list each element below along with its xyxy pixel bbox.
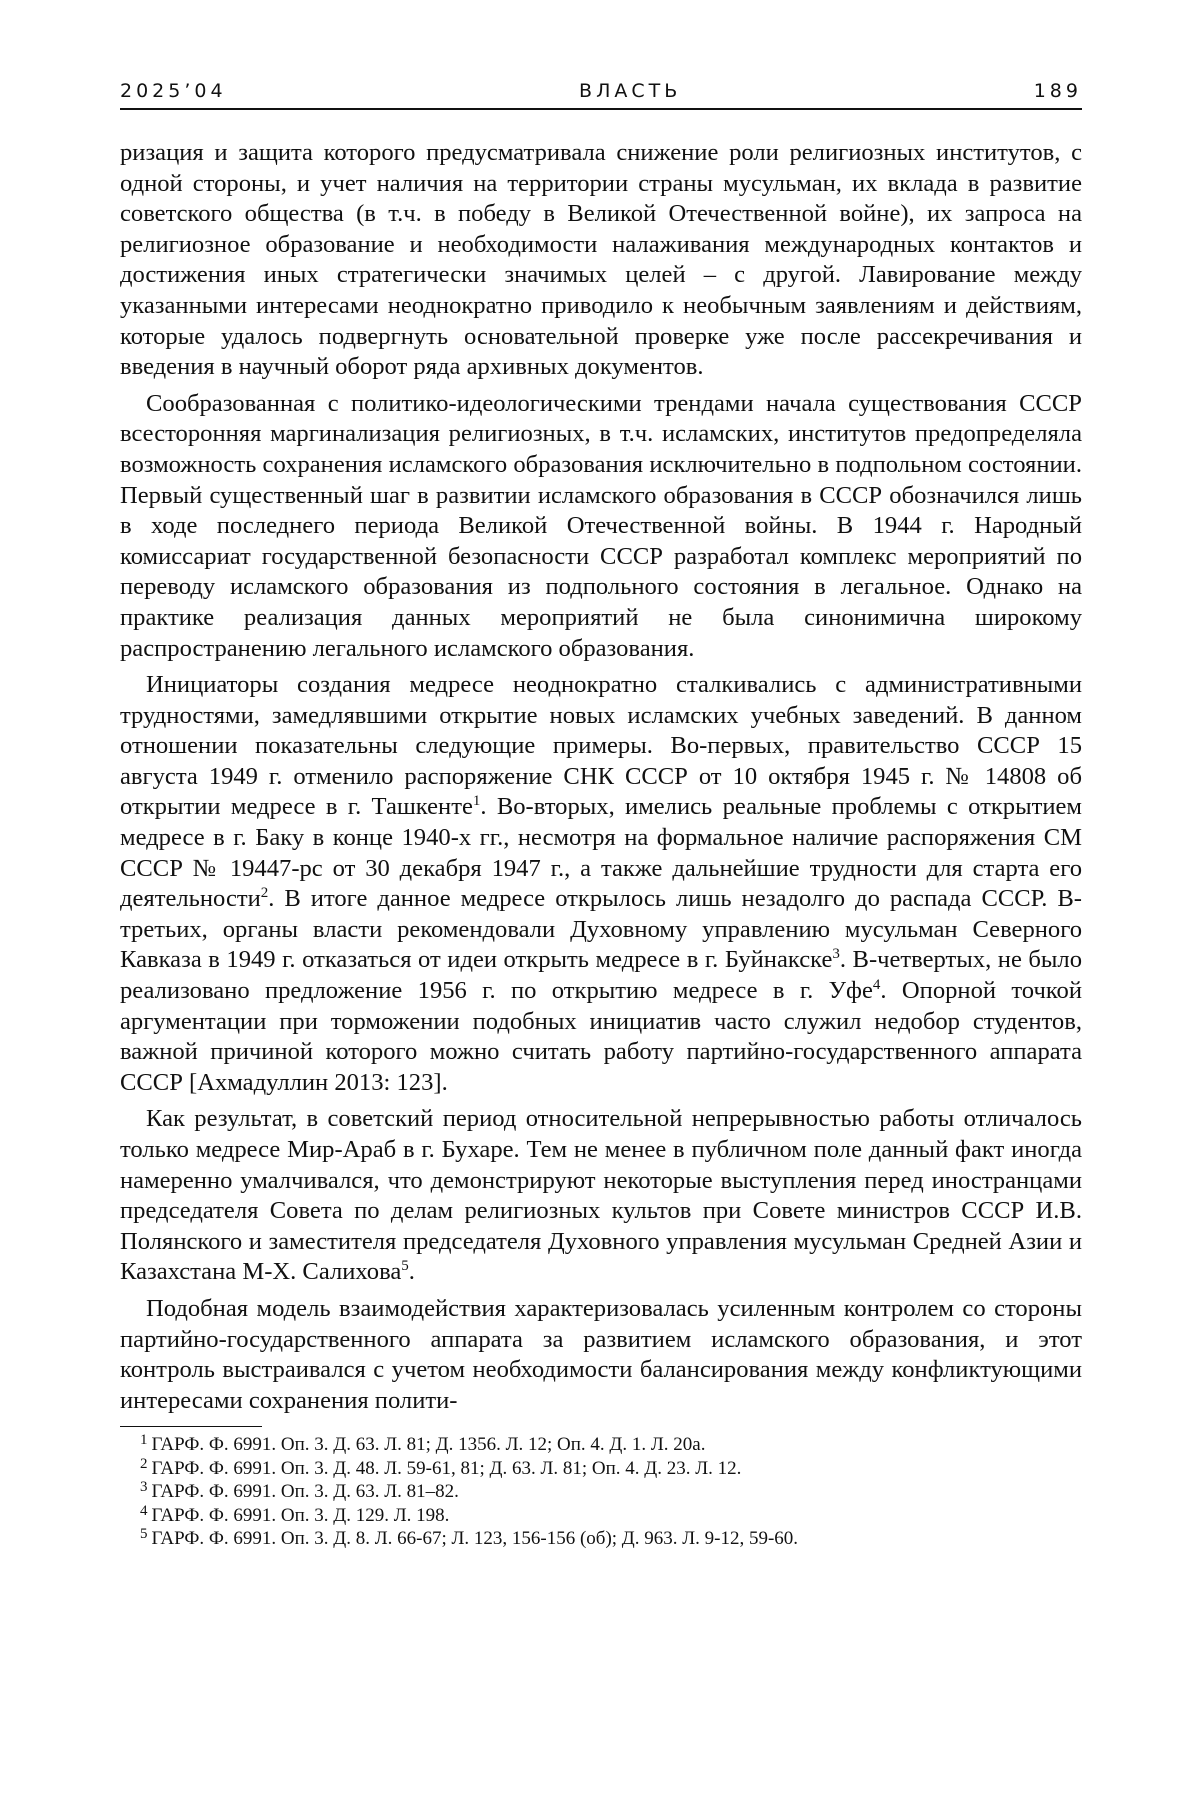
- page-number: 189: [1033, 80, 1082, 102]
- body-paragraph: [120, 138, 1082, 383]
- footnote-number: 1: [140, 1432, 148, 1449]
- journal-title: ВЛАСТЬ: [579, 80, 682, 102]
- paragraph-text: . Опорной точкой аргументации при торможении подобных инициатив часто служил недобор студентов, важной причиной которого можно считать работу партийно-государственного аппарата СССР [Ахмадуллин 2013: 123].: [120, 977, 1082, 1096]
- paragraph-text: . Во-вторых, имелись реальные проблемы с открытием медресе в г. Баку в конце 1940-х гг., несмотря на формальное наличие распоряжения СМ СССР № 19447-рс от 30 декабря 1947 г., а также дальнейшие трудности для старта его деятельности: [120, 793, 1082, 913]
- running-header: [120, 80, 1082, 110]
- footnote-reference[interactable]: 2: [260, 885, 269, 902]
- footnote-number: 3: [140, 1479, 148, 1496]
- footnote-reference[interactable]: 5: [401, 1258, 409, 1275]
- footnote-number: 5: [140, 1526, 148, 1543]
- paragraph-text: Как результат, в советский период относительной непрерывностью работы отличалось только медресе Мир-Араб в г. Бухаре. Тем не менее в публичном поле данный факт иногда намеренно умалчивался, что демонстрируют некоторые выступления перед иностранцами председателя Совета по делам религиозных культов при Совете министров СССР И.В. Полянского и заместителя председателя Духовного управления мусульман Средней Азии и Казахстана М-Х. Салихова: [120, 1105, 1082, 1286]
- footnote-item: [120, 1480, 1082, 1504]
- footnote-text: ГАРФ. Ф. 6991. Оп. 3. Д. 48. Л. 59-61, 81; Д. 63. Л. 81; Оп. 4. Д. 23. Л. 12.: [151, 1457, 742, 1479]
- body-paragraph: [120, 389, 1082, 664]
- footnote-reference[interactable]: 1: [472, 793, 481, 810]
- footnote-text: ГАРФ. Ф. 6991. Оп. 3. Д. 63. Л. 81–82.: [151, 1481, 459, 1503]
- paragraph-text: ризация и защита которого предусматривала снижение роли религиозных институтов, с одной стороны, и учет наличия на территории страны мусульман, их вклада в развитие советского общества (в т.ч. в победу в Великой Отечественной войне), их запроса на религиозное образование и необходимости налаживания международных контактов и достижения иных стратегически значимых целей – с другой. Лавирование между указанными интересами неоднократно приводило к необычным заявлениям и действиям, которые удалось подвергнуть основательной проверке уже после рассекречивания и введения в научный оборот ряда архивных документов.: [120, 139, 1082, 381]
- footnote-text: ГАРФ. Ф. 6991. Оп. 3. Д. 129. Л. 198.: [151, 1504, 450, 1526]
- footnote-reference[interactable]: 3: [832, 946, 840, 963]
- footnotes: [120, 1433, 1082, 1551]
- paragraph-text: Подобная модель взаимодействия характеризовалась усиленным контролем со стороны партийно-государственного аппарата за развитием исламского образования, и этот контроль выстраивался с учетом необходимости балансирования между конфликтующими интересами сохранения полити-: [120, 1294, 1082, 1414]
- body-paragraph: [120, 1104, 1082, 1288]
- footnote-item: [120, 1433, 1082, 1457]
- paragraph-text: . В-четвертых, не было реализовано предложение 1956 г. по открытию медресе в г. Уфе: [120, 946, 1082, 1005]
- paragraph-text: Инициаторы создания медресе неоднократно сталкивались с административными трудностями, замедлявшими открытие новых исламских учебных заведений. В данном отношении показательны следующие примеры. Во-первых, правительство СССР 15 августа 1949 г. отменило распоряжение СНК СССР от 10 октября 1945 г. № 14808 об открытии медресе в г. Ташкенте: [120, 671, 1082, 821]
- paragraph-text: . В итоге данное медресе открылось лишь незадолго до распада СССР. В-третьих, органы власти рекомендовали Духовному управлению мусульман Северного Кавказа в 1949 г. отказаться от идеи открыть медресе в г. Буйнакске: [120, 885, 1082, 974]
- body-paragraph: [120, 1294, 1082, 1416]
- paragraph-text: Сообразованная с политико-идеологическими трендами начала существования СССР всесторонняя маргинализация религиозных, в т.ч. исламских, институтов предопределяла возможность сохранения исламского образования исключительно в подпольном состоянии. Первый существенный шаг в развитии исламского образования в СССР обозначился лишь в ходе последнего периода Великой Отечественной войны. В 1944 г. Народный комиссариат государственной безопасности СССР разработал комплекс мероприятий по переводу исламского образования из подпольного состояния в легальное. Однако на практике реализация данных мероприятий не была синонимична широкому распространению легального исламского образования.: [120, 389, 1082, 662]
- journal-page: [120, 80, 1082, 1551]
- body-paragraph: [120, 670, 1082, 1098]
- footnote-reference[interactable]: 4: [872, 977, 881, 994]
- footnote-text: ГАРФ. Ф. 6991. Оп. 3. Д. 8. Л. 66-67; Л. 123, 156-156 (об); Д. 963. Л. 9-12, 59-60.: [151, 1528, 799, 1550]
- article-body: [120, 138, 1082, 1416]
- footnote-item: [120, 1527, 1082, 1551]
- footnote-item: [120, 1504, 1082, 1528]
- footnote-text: ГАРФ. Ф. 6991. Оп. 3. Д. 63. Л. 81; Д. 1356. Л. 12; Оп. 4. Д. 1. Л. 20а.: [151, 1434, 706, 1456]
- footnote-number: 2: [140, 1455, 148, 1472]
- footnote-number: 4: [140, 1502, 148, 1519]
- footnote-item: [120, 1457, 1082, 1481]
- paragraph-text: .: [408, 1258, 415, 1286]
- issue-label: 2025’04: [120, 80, 227, 102]
- footnote-divider: [120, 1426, 262, 1427]
